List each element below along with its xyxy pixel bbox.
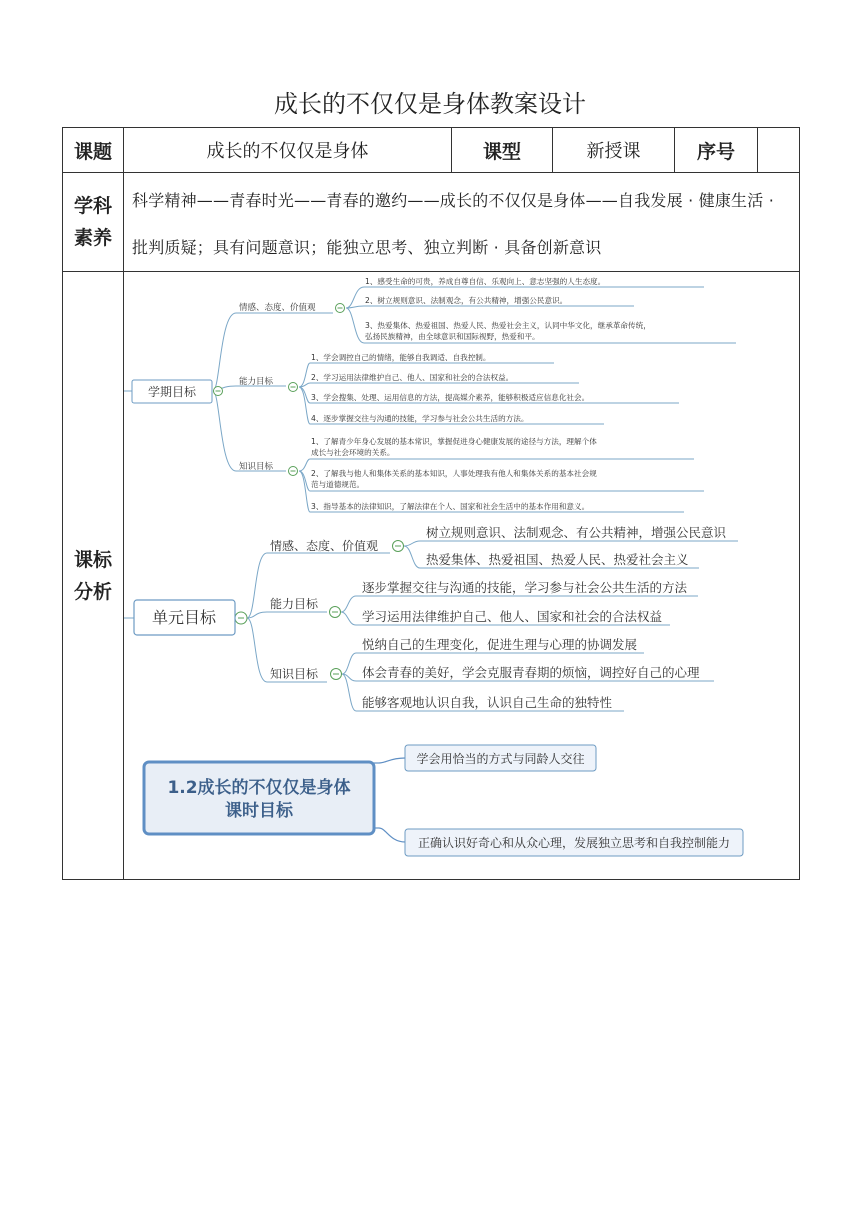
m1-branch-knowledge: 知识目标 (239, 462, 274, 472)
analysis-label-line2: 分析 (73, 580, 112, 603)
seq-label: 序号 (675, 128, 758, 173)
m1-emotion-item: 3、热爱集体、热爱祖国、热爱人民、热爱社会主义，认同中华文化，继承革命传统， (365, 321, 651, 330)
seq-value (758, 128, 800, 173)
m1-knowledge-item: 2、了解我与他人和集体关系的基本知识，人事处理我有他人和集体关系的基本社会规 (311, 469, 597, 478)
m1-branch-ability: 能力目标 (239, 377, 274, 387)
m2-branch-knowledge: 知识目标 (270, 667, 319, 681)
semester-goal-label: 学期目标 (147, 385, 197, 399)
literacy-label-line1: 学科 (73, 195, 112, 217)
m2-branch-ability: 能力目标 (270, 597, 319, 611)
m2-emotion-item: 热爱集体、热爱祖国、热爱人民、热爱社会主义 (426, 552, 689, 567)
m1-ability-item: 3、学会搜集、处理、运用信息的方法，提高媒介素养，能够积极适应信息化社会。 (311, 393, 590, 402)
m1-knowledge-item: 成长与社会环境的关系。 (311, 448, 395, 457)
m2-ability-item: 逐步掌握交往与沟通的技能，学习参与社会公共生活的方法 (362, 580, 688, 595)
topic-label: 课题 (63, 128, 124, 173)
lesson-goal-title: 1.2成长的不仅仅是身体 (167, 778, 351, 798)
mindmap-cell (124, 272, 800, 880)
m1-ability-item: 1、学会调控自己的情绪，能够自我调适、自我控制。 (311, 353, 491, 362)
m1-knowledge-item: 3、指导基本的法律知识，了解法律在个人、国家和社会生活中的基本作用和意义。 (311, 502, 590, 511)
m2-emotion-item: 树立规则意识、法制观念、有公共精神，增强公民意识 (426, 525, 727, 540)
literacy-label-line2: 素养 (73, 227, 112, 249)
m2-knowledge-item: 体会青春的美好，学会克服青春期的烦恼，调控好自己的心理 (362, 665, 700, 680)
m1-knowledge-item: 范与道德规范。 (311, 480, 365, 489)
m1-knowledge-item: 1、了解青少年身心发展的基本常识，掌握促进身心健康发展的途径与方法，理解个体 (311, 437, 597, 446)
m1-emotion-item: 弘扬民族精神，由全球意识和国际视野，热爱和平。 (365, 332, 540, 341)
m1-ability-item: 4、逐步掌握交往与沟通的技能，学习参与社会公共生活的方法。 (311, 414, 529, 423)
type-value: 新授课 (553, 128, 675, 173)
analysis-label-line1: 课标 (73, 548, 112, 571)
topic-value: 成长的不仅仅是身体 (124, 128, 452, 173)
m2-ability-item: 学习运用法律维护自己、他人、国家和社会的合法权益 (362, 609, 663, 624)
lesson-goal-subtitle: 课时目标 (225, 801, 293, 821)
m1-emotion-item: 2、树立规则意识、法制观念，有公共精神，增强公民意识。 (365, 296, 568, 305)
lesson-goal-item-text: 正确认识好奇心和从众心理，发展独立思考和自我控制能力 (417, 836, 731, 850)
unit-goal-label: 单元目标 (151, 608, 217, 627)
type-label: 课型 (452, 128, 553, 173)
lesson-goal-item-text: 学会用恰当的方式与同龄人交往 (416, 752, 585, 766)
literacy-label (63, 173, 124, 272)
lesson-goal-node[interactable] (144, 762, 374, 834)
analysis-label (63, 272, 124, 880)
m2-branch-emotion: 情感、态度、价值观 (270, 539, 379, 553)
page-title: 成长的不仅仅是身体教案设计 (274, 90, 586, 118)
m1-emotion-item: 1、感受生命的可贵，养成自尊自信、乐观向上、意志坚强的人生态度。 (365, 277, 606, 286)
literacy-text: 科学精神——青春时光——青春的邀约——成长的不仅仅是身体——自我发展 · 健康生活 · 批判质疑；具有问题意识；能独立思考、独立判断 · 具备创新意识 (124, 173, 800, 272)
mindmap-canvas (124, 272, 798, 879)
m1-branch-emotion: 情感、态度、价值观 (239, 303, 316, 313)
m2-knowledge-item: 悦纳自己的生理变化，促进生理与心理的协调发展 (362, 637, 638, 652)
lesson-plan-table (62, 127, 800, 880)
m2-knowledge-item: 能够客观地认识自我，认识自己生命的独特性 (362, 695, 613, 710)
m1-ability-item: 2、学习运用法律维护自己、他人、国家和社会的合法权益。 (311, 373, 514, 382)
